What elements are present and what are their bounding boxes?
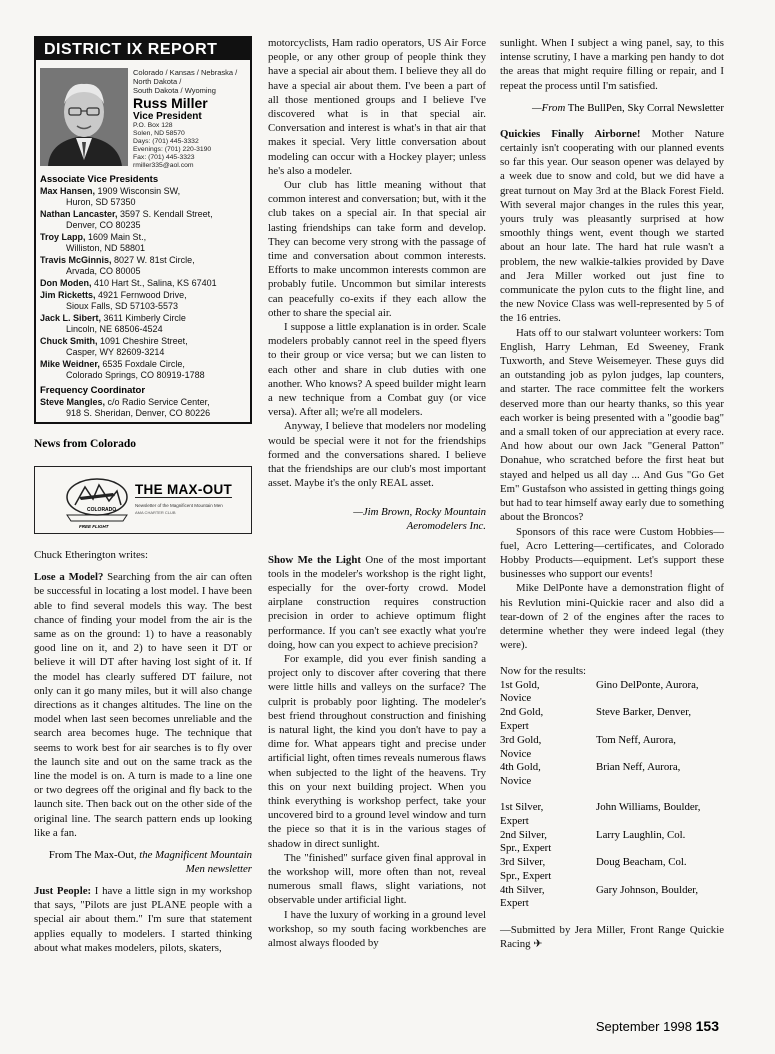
rep-phone-days: Days: (701) 445-3332 — [133, 138, 199, 145]
avp-list — [40, 186, 246, 381]
result-place: 1st Silver, — [500, 800, 544, 813]
emblem-ribbon: FREE FLIGHT — [79, 524, 109, 529]
directory — [36, 64, 250, 422]
lose-paragraph — [34, 570, 252, 840]
result-name: Larry Laughlin, Col. — [596, 828, 686, 841]
result-place: 2nd Silver, — [500, 828, 547, 841]
avp-address-2: Huron, SD 57350 — [66, 197, 136, 207]
avp-address-2: Arvada, CO 80005 — [66, 266, 141, 276]
avp-entry — [40, 290, 246, 312]
avp-entry — [40, 336, 246, 358]
avp-entry — [40, 313, 246, 335]
column-2 — [268, 36, 486, 950]
district-box — [34, 36, 252, 424]
lose-heading: Lose a Model? — [34, 571, 104, 584]
result-class-row — [500, 897, 724, 911]
avp-name: Max Hansen, — [40, 186, 96, 196]
avp-name: Jim Ricketts, — [40, 290, 96, 300]
result-name: Doug Beacham, Col. — [596, 856, 687, 869]
avp-address-1: 3611 Kimberly Circle — [103, 313, 186, 323]
silver-results — [500, 801, 724, 911]
col3-paragraph-4: Mike DelPonte have a demonstration flight of his Revlution mini-Quickie racer and also did a tear-down of 2 of the engines after the races to determine whether they were indeed legal (they were). — [500, 582, 724, 652]
avp-entry — [40, 255, 246, 277]
rep-phone-evenings: Evenings: (701) 220-3190 — [133, 146, 212, 153]
avp-address-1: 410 Hart St., Salina, KS 67401 — [94, 278, 217, 288]
col2-paragraph-5: For example, did you ever finish sanding a project only to discover after covering that there were little hills and valleys on the surface? The culprit is probably poor lighting. The modeler's best friend throughout construction and finishing is natural light, the kind you don't have to pay a dime for. What appears tight and precise under artificial light, often times reveals numerous flaws when subjected to the light of the heavens. Try this on your next building project. When you think everything is workshop perfect, take your uncovered bird to a ground level window and turn the piece so that it is in the various stages of shadow in direct sunlight. — [268, 652, 486, 850]
avp-entry — [40, 209, 246, 231]
result-row — [500, 734, 724, 748]
result-class-row — [500, 775, 724, 789]
avp-address-2: Denver, CO 80235 — [66, 220, 141, 230]
avp-name: Mike Weidner, — [40, 359, 100, 369]
avp-address-2: Williston, ND 58801 — [66, 243, 146, 253]
avp-address-2: Lincoln, NE 68506-4524 — [66, 324, 163, 334]
result-class-row — [500, 815, 724, 829]
result-class-row — [500, 748, 724, 762]
light-heading: Show Me the Light — [268, 553, 361, 566]
col3-paragraph-3: Sponsors of this race were Custom Hobbies—fuel, Acro Lettering—certificates, and Colorado Hobby Products—equipment. Let's support these businesses who support our events! — [500, 525, 724, 581]
result-class: Expert — [500, 814, 529, 827]
page-footer — [596, 1018, 719, 1034]
quickies-heading: Quickies Finally Airborne! — [500, 127, 641, 140]
people-paragraph — [34, 884, 252, 955]
result-place: 3rd Gold, — [500, 733, 542, 746]
source-rest: the Magnificent Mountain Men newsletter — [139, 849, 252, 876]
avp-entry — [40, 186, 246, 208]
rep-name: Russ Miller — [133, 95, 208, 111]
result-place: 4th Silver, — [500, 883, 545, 896]
result-row — [500, 761, 724, 775]
people-heading: Just People: — [34, 885, 92, 898]
result-class: Expert — [500, 719, 529, 732]
result-class: Spr., Expert — [500, 869, 552, 882]
maxout-logo — [34, 466, 252, 534]
rep-block — [40, 68, 246, 170]
col2-paragraph-7: I have the luxury of working in a ground level workshop, so my south facing workbenches are almost always flooded by — [268, 908, 486, 949]
news-heading: News from Colorado — [34, 438, 136, 450]
result-row — [500, 829, 724, 843]
rep-photo — [40, 68, 128, 166]
avp-name: Troy Lapp, — [40, 232, 86, 242]
states-line-2: North Dakota / — [133, 77, 182, 86]
result-class: Novice — [500, 775, 532, 788]
rep-fax: Fax: (701) 445-3323 — [133, 154, 195, 161]
result-name: Gino DelPonte, Aurora, — [596, 678, 699, 691]
result-row — [500, 856, 724, 870]
col2-paragraph-4: Anyway, I believe that modelers nor modeling would be special were it not for the friendships formed and the conversations shared. I believe that the friendships are our club's most important asset. Maybe it's the only REAL asset. — [268, 420, 486, 490]
result-class-row — [500, 842, 724, 856]
avp-address-2: Colorado Springs, CO 80919-1788 — [66, 370, 205, 380]
avp-heading: Associate Vice Presidents — [40, 174, 159, 185]
freq-entry — [40, 397, 246, 419]
avp-name: Nathan Lancaster, — [40, 209, 118, 219]
freq-name: Steve Mangles, — [40, 397, 106, 407]
result-class: Expert — [500, 897, 529, 910]
col3-paragraph-1: sunlight. When I subject a wing panel, say, to this intense scrutiny, I have a marking pen handy to dot the areas that might require filling or repair, and I repeat the process until I'm satisfied. — [500, 37, 724, 92]
states-line-1: Colorado / Kansas / Nebraska / — [133, 68, 238, 77]
writes-line: Chuck Etherington writes: — [34, 549, 148, 561]
gold-results — [500, 679, 724, 789]
portrait-image — [40, 68, 128, 166]
avp-address-2: Sioux Falls, SD 57103-5573 — [66, 301, 179, 311]
col2-paragraph-1: motorcyclists, Ham radio operators, US Air Force people, or any other group of people think they have a special air about them. I believe they all do have a special air about them. I've been a part of all those mentioned groups and I believe I've discovered what is in that special air. Conversation and interest is what's in that air that makes it special. Very little conversation about modeling can occur with a Hockey player; unless he's also a modeler. — [268, 37, 486, 177]
result-row — [500, 679, 724, 693]
rep-title: Vice President — [133, 111, 202, 122]
light-text: One of the most important tools in the modeler's workshop is the right light, especially for the over-forty crowd. Model airplane construction requires construction precision in order to achieve optimum flight performance. If you can't see exactly what you're doing, how can you expect to achieve precision? — [268, 553, 487, 651]
avp-name: Jack L. Sibert, — [40, 313, 102, 323]
avp-entry — [40, 232, 246, 254]
column-1 — [34, 36, 252, 955]
result-name: Steve Barker, Denver, — [596, 706, 692, 719]
page-number: 153 — [695, 1018, 719, 1034]
freq-line-2: 918 S. Sheridan, Denver, CO 80226 — [66, 408, 211, 418]
col2-paragraph-2: Our club has little meaning without that common interest and conversation; but, with it the club takes on a special air. In that special air lasting friendships can take form and develop. They can become very strong with the passage of time and conversation about common interests. Efforts to make uncommon interests common are probably futile. Uncommon but similar interests can peacefully co-exits if they each allow the other to share the special air. — [268, 179, 486, 319]
source-name: The Max-Out, — [74, 849, 137, 862]
col2-paragraph-6: The "finished" surface given final approval in the workshop will, more often than not, reveal numerous small flaws, slight variations, not observable under artificial light. — [268, 851, 486, 907]
result-place: 3rd Silver, — [500, 856, 546, 869]
maxout-source — [34, 848, 252, 876]
avp-address-1: 3597 S. Kendall Street, — [120, 209, 213, 219]
avp-address-1: 1909 Wisconsin SW, — [97, 186, 181, 196]
result-row — [500, 706, 724, 720]
result-row — [500, 801, 724, 815]
bullpen-source — [500, 101, 724, 115]
result-place: 2nd Gold, — [500, 706, 544, 719]
avp-address-1: 1609 Main St., — [88, 232, 147, 242]
rep-email[interactable]: rmiller335@aol.com — [133, 162, 194, 169]
avp-name: Chuck Smith, — [40, 336, 98, 346]
maxout-emblem-icon — [65, 475, 129, 525]
maxout-subtitle-2: AMA CHARTER CLUB — [135, 510, 176, 515]
states-line-3: South Dakota / Wyoming — [133, 86, 216, 95]
result-name: John Williams, Boulder, — [596, 800, 701, 813]
plane-icon: ✈ — [533, 938, 543, 951]
avp-address-1: 1091 Cheshire Street, — [100, 336, 188, 346]
result-class-row — [500, 720, 724, 734]
result-name: Tom Neff, Aurora, — [596, 733, 677, 746]
quickies-paragraph — [500, 127, 724, 326]
result-place: 1st Gold, — [500, 678, 540, 691]
bullpen-name: The BullPen, Sky Corral Newsletter — [567, 101, 724, 114]
rep-info — [133, 68, 237, 170]
people-text: I have a little sign in my workshop that says, "Pilots are just PLANE people with a special air about them." I'm sure that statement applies equally to modelers. I started thinking about what makes modelers, pilots, skaters, — [34, 885, 253, 954]
quickies-text: Mother Nature certainly isn't cooperating with our planned events so far this year. Our season opener was delayed by a week due to snow and cold, but we did have a great turnout on May 3rd at the Black Forest Field. With several major changes in the rules this year, yours truly was pleasantly surprised at how smoothly things went, event though we started about an hour late. The hard hat rule wasn't a problem, the new walkie-talkies provided by Dave and Jera Miller worked out just fine to communicate the pylon cuts to the flight line, and the new Novice Class was well-represented by 5 of the 16 entries. — [500, 127, 724, 325]
col2-paragraph-3: I suppose a little explanation is in order. Scale modelers probably cannot reel in the speed flyers to their group or vice versa; but we can listen to each other and share in club duties with one another. Who knows? A speed builder might learn a new technique from a Combat guy (or vice versa). After all; we're all modelers. — [268, 321, 486, 419]
bullpen-prefix: —From — [532, 101, 566, 114]
maxout-title: THE MAX-OUT — [135, 482, 233, 497]
result-row — [500, 884, 724, 898]
quickie-signature-text: —Submitted by Jera Miller, Front Range Quickie Racing — [500, 924, 724, 951]
column-3 — [500, 36, 724, 952]
result-class: Spr., Expert — [500, 842, 552, 855]
avp-address-1: 4921 Fernwood Drive, — [98, 290, 187, 300]
quickie-signature — [500, 923, 724, 951]
result-place: 4th Gold, — [500, 761, 541, 774]
maxout-subtitle: Newsletter of the Magnificent Mountain Men — [135, 503, 223, 508]
avp-name: Travis McGinnis, — [40, 255, 112, 265]
footer-date: September 1998 — [595, 1019, 693, 1034]
result-class-row — [500, 692, 724, 706]
avp-address-1: 6535 Foxdale Circle, — [102, 359, 185, 369]
source-prefix: From — [48, 849, 73, 862]
freq-line-1: c/o Radio Service Center, — [107, 397, 210, 407]
result-class: Novice — [500, 747, 532, 760]
lose-text: Searching from the air can often be successful in locating a lost model. I have been able to find several models this way. The best chance of finding your model from the air is the same as on the ground: 1) to have a reasonably good line on it, and 2) to have seen it DT or believe it will DT after having lost sight of it. If the model has clearly suffered DT failure, not only can it go many miles, but it will also change directions as it changes altitudes. The line on the model when last seen becomes unreliable and the search area becomes huge. The technique that seems to work best for air searches is to fly over the launch site and out on the same track as the line the model is on. A turn is made to a line one or two degrees off the original and fly back to the launch site. Then back out on the other side of the original line. The search pattern ends up looking like a fan. — [34, 571, 252, 839]
avp-address-1: 8027 W. 81st Circle, — [114, 255, 195, 265]
col3-paragraph-2: Hats off to our stalwart volunteer workers: Tom English, Harry Lehman, Ed Sweeney, Frank Tuxworth, and Steve Weisemeyer. These guys did an outstanding job as pylon judges, lap counters, and starter. The race committee felt the workers deserved more than our hearty thanks, so this year each worker is being presented with a "goodie bag" and a small token of our appreciation at every race. And how about our own Jack "General Patton" Donahue, who scratched before the first heat but stayed and helped us all day ... And Gus "Go Get Em" Gustafson who assisted in getting things going but had to tear himself away early due to something about the Broncos? — [500, 326, 724, 524]
light-paragraph — [268, 553, 486, 652]
avp-name: Don Moden, — [40, 278, 92, 288]
result-name: Brian Neff, Aurora, — [596, 761, 681, 774]
district-title: DISTRICT IX REPORT — [36, 38, 250, 60]
results-heading: Now for the results: — [500, 665, 587, 678]
result-name: Gary Johnson, Boulder, — [596, 883, 699, 896]
avp-entry — [40, 278, 246, 289]
rep-address-1: P.O. Box 128 — [133, 122, 173, 129]
jim-brown-signature: —Jim Brown, Rocky Mountain Aeromodelers Inc. — [353, 505, 486, 532]
avp-entry — [40, 359, 246, 381]
freq-heading: Frequency Coordinator — [40, 385, 146, 396]
result-class-row — [500, 870, 724, 884]
result-class: Novice — [500, 692, 532, 705]
avp-address-2: Casper, WY 82609-3214 — [66, 347, 165, 357]
emblem-text: COLORADO — [87, 507, 117, 513]
rep-address-2: Solen, ND 58570 — [133, 130, 185, 137]
